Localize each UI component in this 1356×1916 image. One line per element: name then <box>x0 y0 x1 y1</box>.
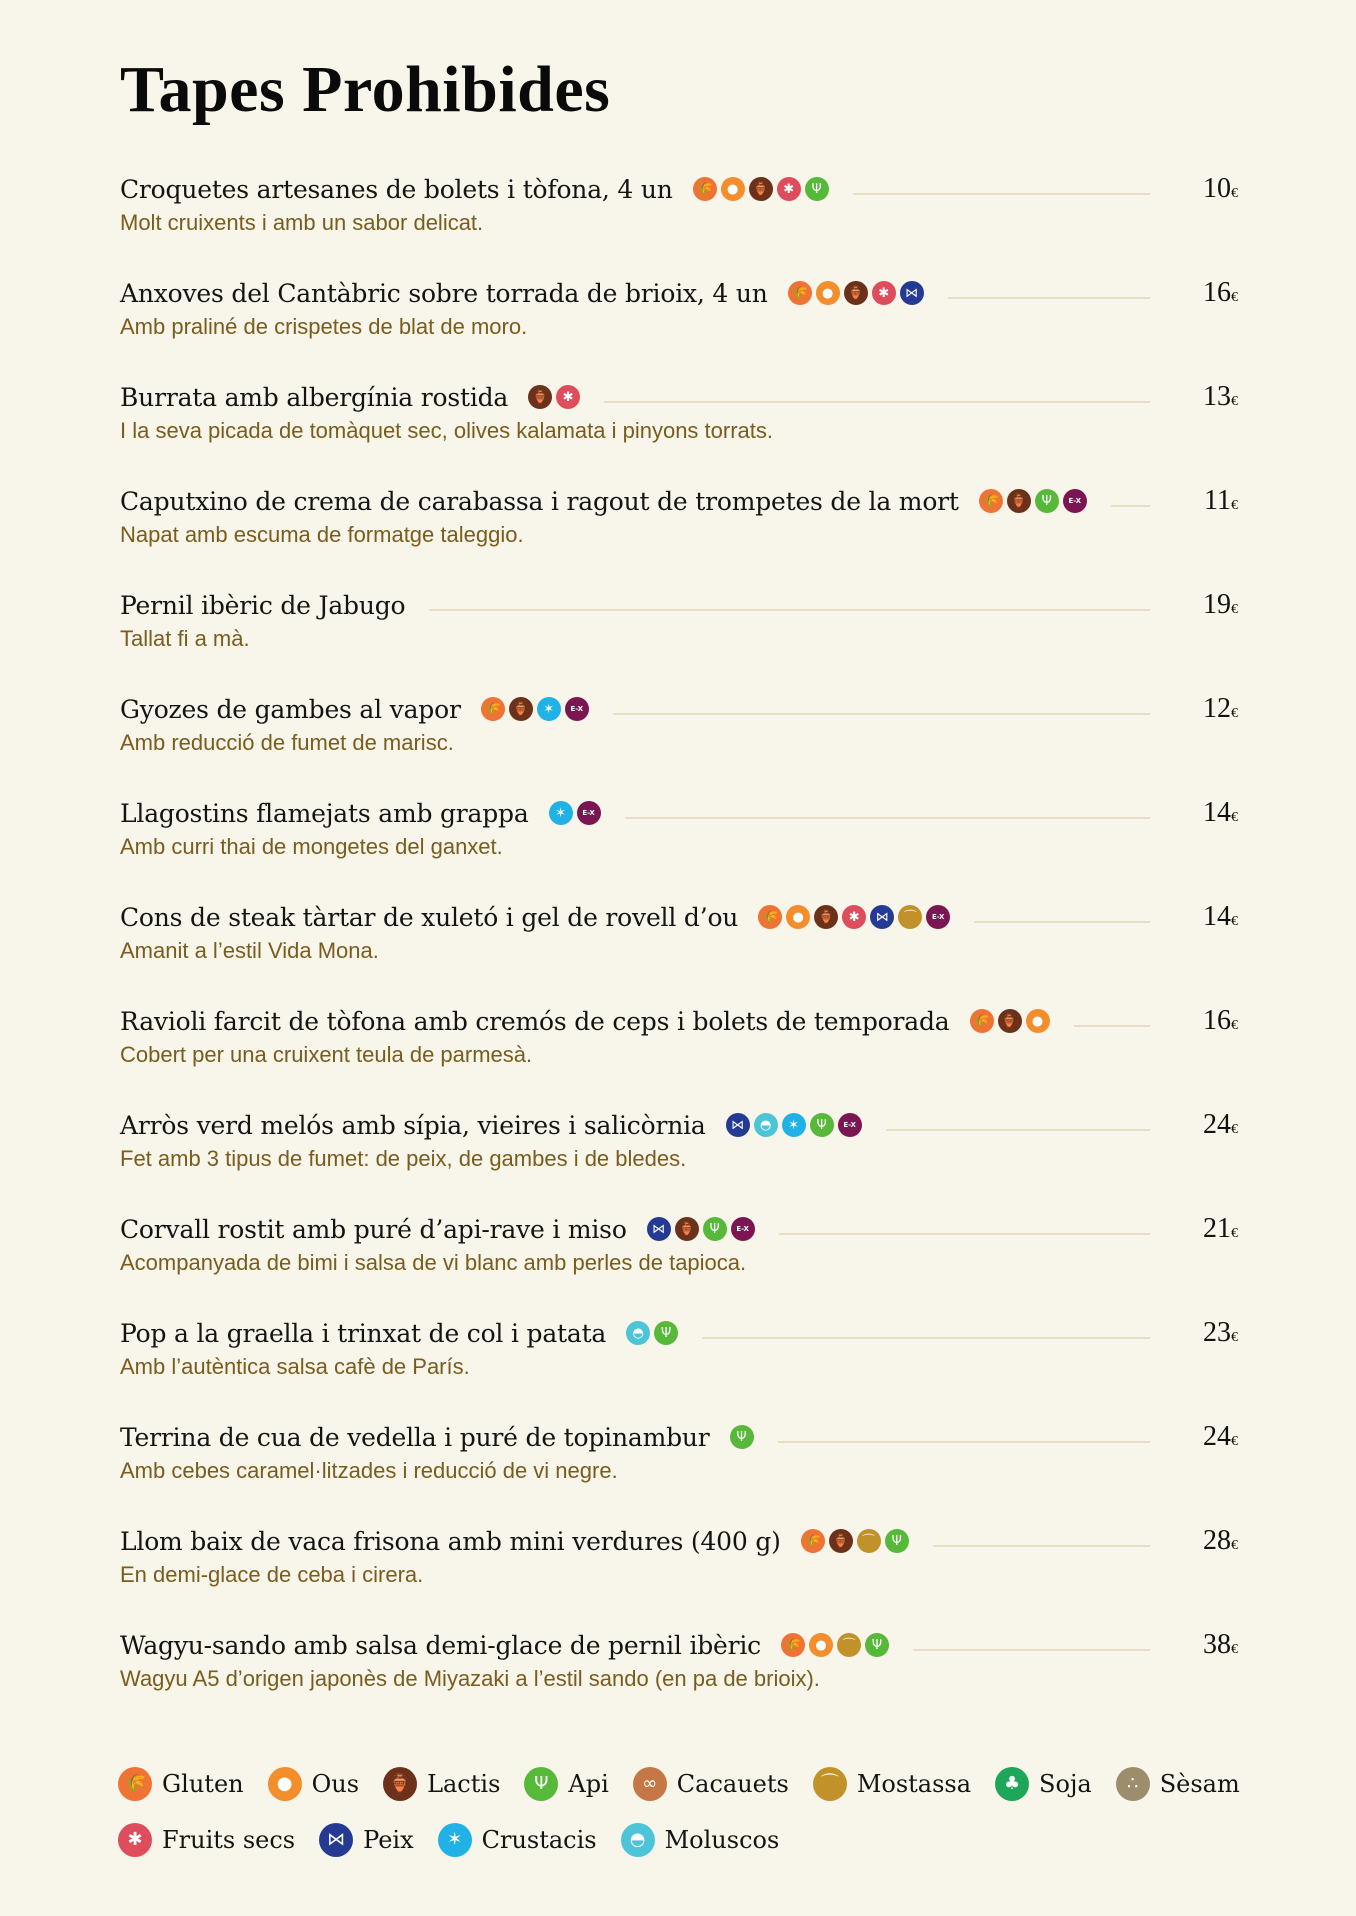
allergen-icons <box>549 801 601 825</box>
legend-row <box>118 1812 1258 1868</box>
menu-item <box>120 1522 1238 1626</box>
ous-icon: ● <box>721 177 745 201</box>
leader-line <box>974 921 1150 923</box>
currency-symbol: € <box>1231 394 1238 409</box>
menu-item-header <box>120 794 1238 832</box>
currency-symbol: € <box>1231 1642 1238 1657</box>
api-icon: Ψ <box>524 1767 558 1801</box>
sulfits-icon: E-X <box>731 1217 755 1241</box>
legend-item-mostassa <box>813 1767 971 1801</box>
allergen-icons <box>528 385 580 409</box>
legend-item-crustacis <box>438 1823 597 1857</box>
sulfits-icon: E-X <box>1063 489 1087 513</box>
price-value: 28 <box>1203 1525 1231 1556</box>
fruits-secs-icon: ✱ <box>777 177 801 201</box>
leader-line <box>886 1129 1150 1131</box>
price-value: 21 <box>1203 1213 1231 1244</box>
menu-item-header <box>120 1314 1238 1352</box>
allergen-icons <box>801 1529 909 1553</box>
lactis-icon: 🏺 <box>749 177 773 201</box>
allergen-icons <box>788 281 924 305</box>
api-icon: Ψ <box>730 1425 754 1449</box>
legend-label: Mostassa <box>856 1770 972 1798</box>
dish-price <box>1178 797 1238 829</box>
currency-symbol: € <box>1231 810 1238 825</box>
soja-icon: ♣ <box>995 1767 1029 1801</box>
peix-icon: ⋈ <box>726 1113 750 1137</box>
lactis-icon: 🏺 <box>528 385 552 409</box>
lactis-icon: 🏺 <box>1007 489 1031 513</box>
price-value: 24 <box>1203 1421 1231 1452</box>
gluten-icon: 🌾 <box>481 697 505 721</box>
menu-item-header <box>120 1106 1238 1144</box>
menu-item <box>120 378 1238 482</box>
menu-item-header <box>120 378 1238 416</box>
lactis-icon: 🏺 <box>675 1217 699 1241</box>
currency-symbol: € <box>1231 602 1238 617</box>
dish-name: Llom baix de vaca frisona amb mini verdures (400 g) <box>120 1526 781 1556</box>
dish-price <box>1178 1005 1238 1037</box>
dish-description: Molt cruixents i amb un sabor delicat. <box>120 210 484 235</box>
lactis-icon: 🏺 <box>998 1009 1022 1033</box>
leader-line <box>933 1545 1150 1547</box>
legend-item-cacauets <box>633 1767 789 1801</box>
leader-line <box>604 401 1150 403</box>
currency-symbol: € <box>1231 1330 1238 1345</box>
menu-item-header <box>120 586 1238 624</box>
legend-item-gluten <box>118 1767 244 1801</box>
dish-description: Cobert per una cruixent teula de parmesà. <box>120 1042 533 1067</box>
dish-name: Llagostins flamejats amb grappa <box>120 798 529 828</box>
currency-symbol: € <box>1231 1538 1238 1553</box>
dish-description: Amb l’autèntica salsa cafè de París. <box>120 1354 470 1379</box>
leader-line <box>948 297 1150 299</box>
fruits-secs-icon: ✱ <box>872 281 896 305</box>
legend-item-lactis <box>383 1767 500 1801</box>
leader-line <box>625 817 1150 819</box>
leader-line <box>702 1337 1150 1339</box>
crustacis-icon: ✶ <box>549 801 573 825</box>
currency-symbol: € <box>1231 1122 1238 1137</box>
crustacis-icon: ✶ <box>438 1823 472 1857</box>
dish-price <box>1178 1525 1238 1557</box>
dish-description: Fet amb 3 tipus de fumet: de peix, de gambes i de bledes. <box>120 1146 687 1171</box>
dish-description: Amb curri thai de mongetes del ganxet. <box>120 834 503 859</box>
crustacis-icon: ✶ <box>782 1113 806 1137</box>
dish-price <box>1178 1317 1238 1349</box>
dish-description: Amanit a l’estil Vida Mona. <box>120 938 379 963</box>
allergen-icons <box>970 1009 1050 1033</box>
menu-item <box>120 1418 1238 1522</box>
dish-description: En demi-glace de ceba i cirera. <box>120 1562 424 1587</box>
sulfits-icon: E-X <box>565 697 589 721</box>
leader-line <box>778 1441 1150 1443</box>
menu-item <box>120 690 1238 794</box>
dish-description: Amb reducció de fumet de marisc. <box>120 730 454 755</box>
legend-item-peix <box>319 1823 413 1857</box>
allergen-icons <box>758 905 950 929</box>
dish-name: Pernil ibèric de Jabugo <box>120 590 406 620</box>
legend-label: Peix <box>363 1826 414 1854</box>
dish-description: Wagyu A5 d’origen japonès de Miyazaki a l’estil sando (en pa de brioix). <box>120 1666 820 1691</box>
api-icon: Ψ <box>885 1529 909 1553</box>
menu-item <box>120 1106 1238 1210</box>
price-value: 38 <box>1203 1629 1231 1660</box>
dish-name: Caputxino de crema de carabassa i ragout de trompetes de la mort <box>120 486 959 516</box>
dish-description: Acompanyada de bimi i salsa de vi blanc amb perles de tapioca. <box>120 1250 747 1275</box>
api-icon: Ψ <box>810 1113 834 1137</box>
legend-item-api <box>524 1767 608 1801</box>
currency-symbol: € <box>1231 914 1238 929</box>
leader-line <box>429 609 1150 611</box>
lactis-icon: 🏺 <box>844 281 868 305</box>
menu-item <box>120 1626 1238 1730</box>
legend-label: Crustacis <box>481 1826 597 1854</box>
dish-name: Arròs verd melós amb sípia, vieires i salicòrnia <box>120 1110 706 1140</box>
allergen-icons <box>730 1425 754 1449</box>
page-title: Tapes Prohibides <box>120 53 611 126</box>
dish-description: Amb praliné de crispetes de blat de moro. <box>120 314 528 339</box>
legend-item-soja <box>995 1767 1092 1801</box>
price-value: 19 <box>1203 589 1231 620</box>
fruits-secs-icon: ✱ <box>118 1823 152 1857</box>
dish-price <box>1178 485 1238 517</box>
currency-symbol: € <box>1231 1226 1238 1241</box>
legend-label: Ous <box>311 1770 360 1798</box>
lactis-icon: 🏺 <box>814 905 838 929</box>
currency-symbol: € <box>1231 1434 1238 1449</box>
sulfits-icon: E-X <box>577 801 601 825</box>
menu-item-header <box>120 274 1238 312</box>
dish-name: Cons de steak tàrtar de xuletó i gel de rovell d’ou <box>120 902 739 932</box>
legend-label: Moluscos <box>664 1826 780 1854</box>
menu-item <box>120 274 1238 378</box>
allergen-icons <box>481 697 589 721</box>
allergen-icons <box>693 177 829 201</box>
ous-icon: ● <box>268 1767 302 1801</box>
menu-item-header <box>120 898 1238 936</box>
leader-line <box>853 193 1150 195</box>
menu-item-header <box>120 1002 1238 1040</box>
menu-item-header <box>120 690 1238 728</box>
dish-description: Napat amb escuma de formatge taleggio. <box>120 522 524 547</box>
menu-item <box>120 1210 1238 1314</box>
dish-price <box>1178 1109 1238 1141</box>
currency-symbol: € <box>1231 290 1238 305</box>
dish-price <box>1178 173 1238 205</box>
ous-icon: ● <box>1026 1009 1050 1033</box>
dish-name: Burrata amb albergínia rostida <box>120 382 509 412</box>
sesam-icon: ∴ <box>1116 1767 1150 1801</box>
menu-item <box>120 1002 1238 1106</box>
mostassa-icon: ⌒ <box>898 905 922 929</box>
currency-symbol: € <box>1231 1018 1238 1033</box>
legend-label: Cacauets <box>676 1770 789 1798</box>
api-icon: Ψ <box>703 1217 727 1241</box>
dish-name: Wagyu-sando amb salsa demi-glace de pernil ibèric <box>120 1630 761 1660</box>
menu-item-header <box>120 1210 1238 1248</box>
moluscos-icon: ◓ <box>621 1823 655 1857</box>
menu-item-header <box>120 1522 1238 1560</box>
api-icon: Ψ <box>805 177 829 201</box>
allergen-icons <box>726 1113 862 1137</box>
ous-icon: ● <box>809 1633 833 1657</box>
currency-symbol: € <box>1231 706 1238 721</box>
gluten-icon: 🌾 <box>758 905 782 929</box>
menu-item <box>120 482 1238 586</box>
price-value: 16 <box>1203 277 1231 308</box>
fruits-secs-icon: ✱ <box>842 905 866 929</box>
api-icon: Ψ <box>654 1321 678 1345</box>
dish-price <box>1178 1213 1238 1245</box>
dish-name: Terrina de cua de vedella i puré de topinambur <box>120 1422 710 1452</box>
price-value: 13 <box>1203 381 1231 412</box>
dish-description: Tallat fi a mà. <box>120 626 250 651</box>
api-icon: Ψ <box>865 1633 889 1657</box>
allergen-icons <box>979 489 1087 513</box>
legend-label: Fruits secs <box>162 1826 296 1854</box>
moluscos-icon: ◓ <box>626 1321 650 1345</box>
peix-icon: ⋈ <box>870 905 894 929</box>
price-value: 11 <box>1204 485 1231 516</box>
gluten-icon: 🌾 <box>693 177 717 201</box>
dish-price <box>1178 1421 1238 1453</box>
gluten-icon: 🌾 <box>801 1529 825 1553</box>
price-value: 14 <box>1203 901 1231 932</box>
price-value: 10 <box>1203 173 1231 204</box>
gluten-icon: 🌾 <box>118 1767 152 1801</box>
ous-icon: ● <box>816 281 840 305</box>
leader-line <box>1111 505 1150 507</box>
allergen-icons <box>626 1321 678 1345</box>
menu-list <box>120 170 1238 1730</box>
menu-item-header <box>120 1626 1238 1664</box>
dish-description: I la seva picada de tomàquet sec, olives kalamata i pinyons torrats. <box>120 418 774 443</box>
dish-name: Anxoves del Cantàbric sobre torrada de brioix, 4 un <box>120 278 768 308</box>
leader-line <box>1074 1025 1151 1027</box>
sulfits-icon: E-X <box>926 905 950 929</box>
legend-item-ous <box>268 1767 359 1801</box>
price-value: 12 <box>1203 693 1231 724</box>
dish-name: Croquetes artesanes de bolets i tòfona, 4 un <box>120 174 673 204</box>
leader-line <box>613 713 1150 715</box>
gluten-icon: 🌾 <box>788 281 812 305</box>
ous-icon: ● <box>786 905 810 929</box>
peix-icon: ⋈ <box>647 1217 671 1241</box>
menu-item <box>120 794 1238 898</box>
gluten-icon: 🌾 <box>781 1633 805 1657</box>
mostassa-icon: ⌒ <box>813 1767 847 1801</box>
leader-line <box>913 1649 1150 1651</box>
legend-item-fruits-secs <box>118 1823 295 1857</box>
price-value: 24 <box>1203 1109 1231 1140</box>
dish-name: Corvall rostit amb puré d’api-rave i miso <box>120 1214 627 1244</box>
legend-label: Gluten <box>162 1770 244 1798</box>
leader-line <box>779 1233 1150 1235</box>
currency-symbol: € <box>1231 186 1238 201</box>
mostassa-icon: ⌒ <box>857 1529 881 1553</box>
dish-price <box>1178 693 1238 725</box>
legend-label: Api <box>568 1770 609 1798</box>
dish-price <box>1178 589 1238 621</box>
allergen-icons <box>781 1633 889 1657</box>
menu-item-header <box>120 170 1238 208</box>
legend-row <box>118 1756 1258 1812</box>
moluscos-icon: ◓ <box>754 1113 778 1137</box>
price-value: 14 <box>1203 797 1231 828</box>
fruits-secs-icon: ✱ <box>556 385 580 409</box>
dish-description: Amb cebes caramel·litzades i reducció de vi negre. <box>120 1458 618 1483</box>
dish-name: Gyozes de gambes al vapor <box>120 694 461 724</box>
crustacis-icon: ✶ <box>537 697 561 721</box>
allergen-legend <box>118 1756 1258 1868</box>
cacauets-icon: ∞ <box>633 1767 667 1801</box>
dish-name: Pop a la graella i trinxat de col i patata <box>120 1318 607 1348</box>
legend-label: Sèsam <box>1159 1770 1240 1798</box>
menu-item <box>120 586 1238 690</box>
dish-name: Ravioli farcit de tòfona amb cremós de ceps i bolets de temporada <box>120 1006 950 1036</box>
menu-item <box>120 898 1238 1002</box>
menu-item <box>120 1314 1238 1418</box>
allergen-icons <box>647 1217 755 1241</box>
gluten-icon: 🌾 <box>970 1009 994 1033</box>
lactis-icon: 🏺 <box>509 697 533 721</box>
dish-price <box>1178 1629 1238 1661</box>
price-value: 23 <box>1203 1317 1231 1348</box>
lactis-icon: 🏺 <box>829 1529 853 1553</box>
menu-item-header <box>120 1418 1238 1456</box>
gluten-icon: 🌾 <box>979 489 1003 513</box>
price-value: 16 <box>1203 1005 1231 1036</box>
dish-price <box>1178 901 1238 933</box>
legend-item-sesam <box>1116 1767 1240 1801</box>
sulfits-icon: E-X <box>838 1113 862 1137</box>
peix-icon: ⋈ <box>900 281 924 305</box>
mostassa-icon: ⌒ <box>837 1633 861 1657</box>
dish-price <box>1178 277 1238 309</box>
dish-price <box>1178 381 1238 413</box>
lactis-icon: 🏺 <box>383 1767 417 1801</box>
menu-item <box>120 170 1238 274</box>
peix-icon: ⋈ <box>319 1823 353 1857</box>
api-icon: Ψ <box>1035 489 1059 513</box>
legend-label: Lactis <box>427 1770 501 1798</box>
currency-symbol: € <box>1231 498 1238 513</box>
legend-label: Soja <box>1039 1770 1092 1798</box>
legend-item-moluscos <box>621 1823 780 1857</box>
menu-item-header <box>120 482 1238 520</box>
